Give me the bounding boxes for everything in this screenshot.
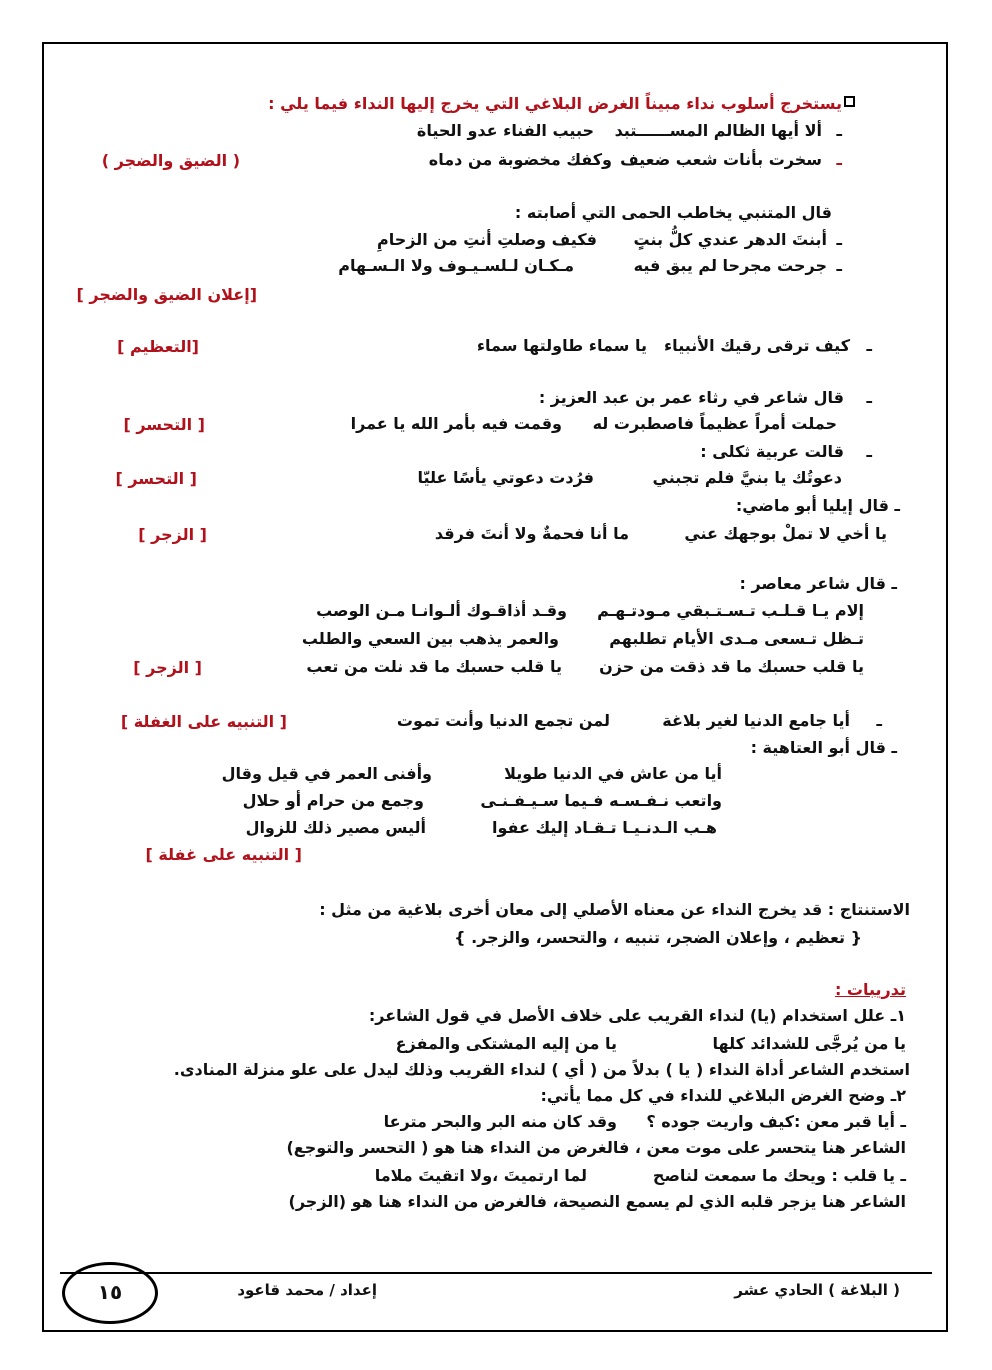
verse-hemistich: أليس مصير ذلك للزوال [245, 818, 426, 837]
answer-label: [ التنبيه على غفلة ] [145, 845, 302, 864]
verse-hemistich: وكفك مخضوبة من دماه [428, 150, 612, 169]
verse-hemistich: ما أنا فحمةٌ ولا أنتَ فرقد [434, 524, 629, 543]
verse-hemistich: فكيف وصلتِ أنتِ من الزحامِ [377, 230, 597, 249]
example-intro: ـ قال أبو العتاهية : [750, 738, 897, 757]
verse-hemistich: سخرت بأنات شعب ضعيف [620, 150, 822, 169]
verse-hemistich: تـظل تـسعى مـدى الأيام تطلبهم [609, 629, 864, 648]
verse-hemistich: ـ يا قلب : ويحك ما سمعت لناصح [652, 1166, 906, 1185]
footer-subject: ( البلاغة ) الحادي عشر [734, 1281, 900, 1299]
verse-hemistich: كيف ترقى رقيك الأنبياء [664, 336, 850, 355]
verse-hemistich: وقد كان منه البر والبحر مترعا [383, 1112, 617, 1131]
conclusion-list: { تعظيم ، وإعلان الضجر، تنبيه ، والتحسر، والزجر. } [454, 928, 862, 947]
verse-hemistich: يا قلب حسبك ما قد ذقت من حزن [599, 657, 864, 676]
verse-hemistich: حملت أمراً عظيماً فاصطبرت له [592, 414, 837, 433]
answer-label: [ الزجر ] [138, 525, 207, 544]
bullet: ـ [836, 230, 842, 249]
answer-label: [ التحسر ] [115, 469, 197, 488]
example-intro: قالت عربية ثكلى : [700, 442, 844, 461]
verse-hemistich: فرُدت دعوتي يأسًا عليّا [417, 468, 594, 487]
bullet: ـ [866, 388, 872, 407]
verse-hemistich: أيا جامع الدنيا لغير بلاغة [662, 711, 850, 730]
answer-label: ( الضيق والضجر ) [101, 151, 240, 170]
bullet: ـ [836, 121, 842, 140]
checkbox-icon [844, 96, 855, 107]
answer-label: [ التحسر ] [123, 415, 205, 434]
page-number: ١٥ [97, 1280, 123, 1304]
verse-hemistich: جرحت مجرحا لم يبق فيه [633, 256, 827, 275]
verse-hemistich: أبنتَ الدهر عندي كلُّ بنتٍ [633, 230, 827, 249]
verse-hemistich: لمن تجمع الدنيا وأنت تموت [396, 711, 610, 730]
section-heading: يستخرج أسلوب نداء مبيناً الغرض البلاغي التي يخرج إليها النداء فيما يلي : [268, 94, 842, 113]
verse-hemistich: أيا من عاش في الدنيا طويلا [504, 764, 722, 783]
bullet: ـ [836, 150, 842, 169]
example-intro: قال المتنبي يخاطب الحمى التي أصابته : [514, 203, 832, 222]
verse-hemistich: وأفنى العمر في قيل وقال [221, 764, 432, 783]
verse-hemistich: يا من يُرجَّى للشدائد كلها [712, 1034, 906, 1053]
verse-hemistich: حبيب الفناء عدو الحياة [416, 121, 594, 140]
verse-hemistich: إلام يـا قـلـب تـسـتـبقي مـودتـهـم [597, 601, 864, 620]
answer-label: [ التنبيه على الغفلة ] [120, 712, 287, 731]
verse-hemistich: دعوتُك يا بنيَّ فلم تجبني [652, 468, 842, 487]
verse-hemistich: ـ أيا قبر معن :كيف واريت جوده ؟ [646, 1112, 906, 1131]
example-intro: ـ قال إيليا أبو ماضي: [735, 496, 900, 515]
answer-label: [التعظيم ] [117, 337, 199, 356]
drill-answer: الشاعر هنا يتحسر على موت معن ، فالغرض من النداء هنا هو ( التحسر والتوجع) [286, 1138, 906, 1157]
verse-hemistich: مـكـان لـلسـيـوف ولا الـسـهام [338, 256, 574, 275]
verse-hemistich: ألا أيها الظالم المســــــتبد [614, 121, 822, 140]
example-intro: قال شاعر في رثاء عمر بن عبد العزيز : [538, 388, 844, 407]
footer-rule [60, 1272, 932, 1274]
verse-hemistich: وجمع من حرام أو حلال [242, 791, 424, 810]
answer-label: [إعلان الضيق والضجر ] [76, 285, 257, 304]
footer-author: إعداد / محمد قاعود [237, 1281, 377, 1299]
bullet: ـ [876, 711, 882, 730]
verse-hemistich: واتعب نـفـسـه فـيما سـيـفـنـى [480, 791, 722, 810]
bullet: ـ [866, 336, 872, 355]
verse-hemistich: لما ارتميتَ ،ولا اتقيتَ ملاما [374, 1166, 587, 1185]
bullet: ـ [866, 442, 872, 461]
answer-label: [ الزجر ] [133, 658, 202, 677]
drill-answer: استخدم الشاعر أداة النداء ( يا ) بدلاً من ( أي ) لنداء القريب وذلك ليدل على علو منزلة المنادى. [173, 1060, 910, 1079]
verse-hemistich: وقـد أذاقـوك ألـوانـا مـن الوصب [316, 601, 567, 620]
verse-hemistich: يا سماء طاولتها سماء [476, 336, 647, 355]
bullet: ـ [836, 256, 842, 275]
verse-hemistich: وقمت فيه بأمر الله يا عمرا [350, 414, 562, 433]
example-intro: ـ قال شاعر معاصر : [739, 574, 897, 593]
verse-hemistich: يا من إليه المشتكى والمفزع [395, 1034, 617, 1053]
verse-hemistich: يا أخي لا تملْ بوجهك عني [684, 524, 887, 543]
verse-hemistich: والعمر يذهب بين السعي والطلب [301, 629, 559, 648]
verse-hemistich: هـب الـدنـيـا تـقـاد إليك عفوا [491, 818, 717, 837]
drill-answer: الشاعر هنا يزجر قلبه الذي لم يسمع النصيحة، فالغرض من النداء هنا هو (الزجر) [288, 1192, 906, 1211]
drills-title: تدريبات : [834, 980, 906, 999]
verse-hemistich: يا قلب حسبك ما قد نلت من تعب [306, 657, 562, 676]
conclusion-text: الاستنتاج : قد يخرج النداء عن معناه الأصلي إلى معان أخرى بلاغية من مثل : [319, 900, 910, 919]
drill-question: ١ـ علل استخدام (يا) لنداء القريب على خلاف الأصل في قول الشاعر: [368, 1006, 906, 1025]
drill-question: ٢ـ وضح الغرض البلاغي للنداء في كل مما يأتي: [540, 1086, 906, 1105]
